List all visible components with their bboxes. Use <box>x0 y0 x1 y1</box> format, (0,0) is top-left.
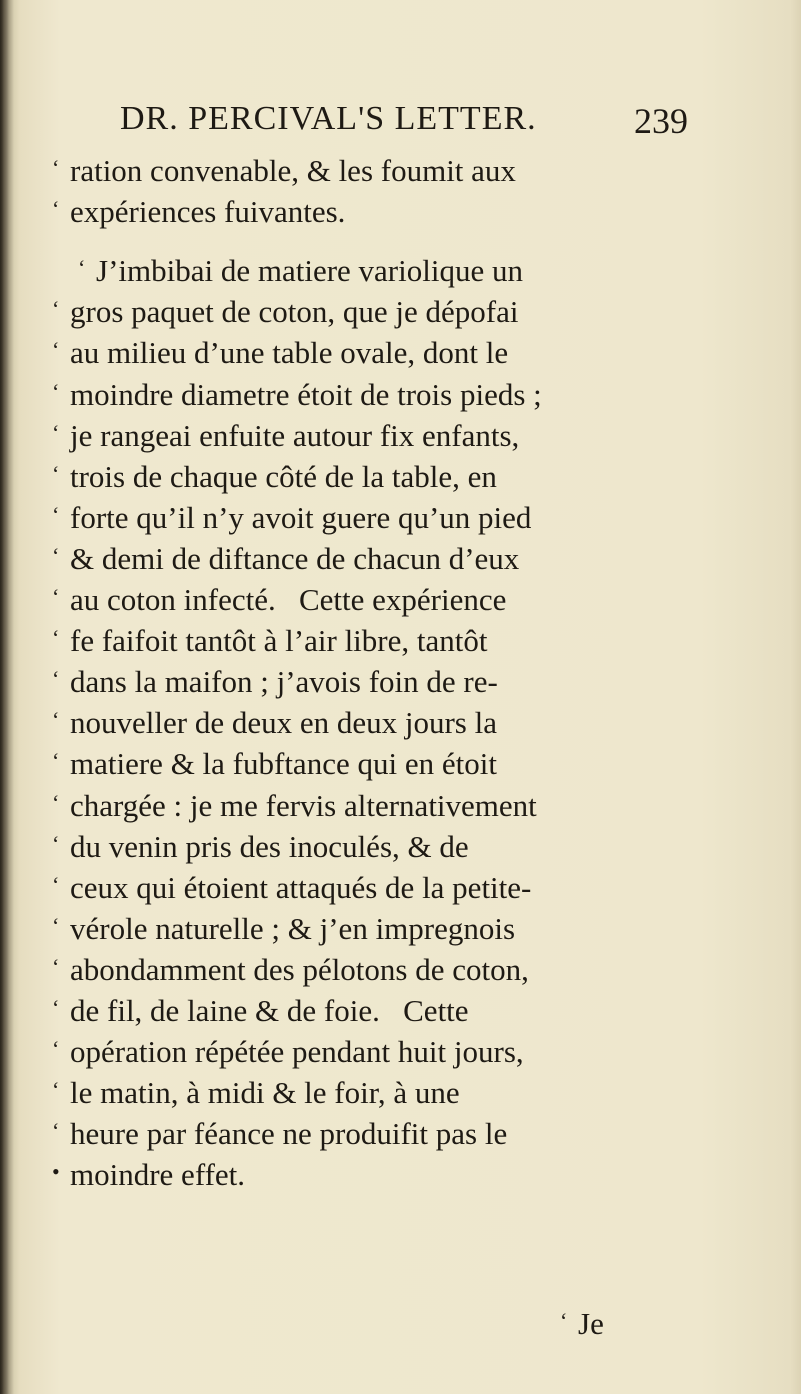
line-text: J’imbibai de matiere variolique un <box>96 253 523 289</box>
text-line <box>78 253 523 293</box>
quote-mark: ‘ <box>52 584 60 609</box>
text-line <box>52 623 487 663</box>
line-text: au coton infecté. Cette expérience <box>70 582 507 617</box>
line-text: vérole naturelle ; & j’en impregnois <box>70 910 516 946</box>
text-line <box>52 705 497 745</box>
page-number: 239 <box>634 101 688 141</box>
text-line <box>52 664 498 704</box>
text-line <box>52 418 519 458</box>
quote-mark: ‘ <box>52 1118 60 1144</box>
quote-mark: ‘ <box>52 830 60 856</box>
line-text: le matin, à midi & le foir, à une <box>70 1075 460 1111</box>
line-text: expériences fuivantes. <box>70 194 346 230</box>
text-line <box>52 993 469 1033</box>
text-line <box>52 746 497 786</box>
line-text: ration convenable, & les foumit aux <box>70 153 516 188</box>
quote-mark: ‘ <box>52 337 60 363</box>
text-line <box>52 153 516 193</box>
quote-mark: ‘ <box>52 378 60 404</box>
line-text: nouveller de deux en deux jours la <box>70 705 497 741</box>
line-text: du venin pris des inoculés, & de <box>70 828 469 864</box>
catchword-text: Je <box>578 1306 604 1341</box>
text-line <box>52 788 537 828</box>
quote-mark: ‘ <box>52 953 60 979</box>
line-text: ceux qui étoient attaqués de la petite- <box>70 869 532 905</box>
text-line <box>52 870 531 910</box>
quote-mark: ‘ <box>52 501 60 527</box>
page-header <box>120 100 688 150</box>
quote-mark: ‘ <box>52 625 60 651</box>
catchword-quote-mark: ‘ <box>560 1308 568 1333</box>
text-line <box>52 1157 245 1197</box>
line-text: opération répétée pendant huit jours, <box>70 1034 524 1070</box>
text-line <box>52 541 519 581</box>
text-line <box>52 582 506 622</box>
quote-mark: ‘ <box>52 871 60 897</box>
text-line <box>52 952 529 992</box>
line-text: je rangeai enfuite autour fix enfants, <box>70 417 520 453</box>
line-text: dans la maifon ; j’avois foin de re- <box>70 664 498 700</box>
quote-mark: ‘ <box>52 196 60 222</box>
line-text: abondamment des pélotons de coton, <box>70 951 529 987</box>
text-line <box>52 829 469 869</box>
quote-mark: ‘ <box>52 912 60 938</box>
text-line <box>52 335 508 375</box>
quote-mark: ‘ <box>52 296 60 322</box>
quote-mark: ‘ <box>52 1036 60 1062</box>
line-text: moindre diametre étoit de trois pieds ; <box>70 376 542 412</box>
quote-mark: ‘ <box>52 460 60 486</box>
quote-mark: • <box>52 1159 60 1185</box>
quote-mark: ‘ <box>52 542 60 568</box>
line-text: gros paquet de coton, que je dépofai <box>70 294 519 330</box>
quote-mark: ‘ <box>78 255 86 281</box>
quote-mark: ‘ <box>52 789 60 815</box>
line-text: & demi de diftance de chacun d’eux <box>70 540 520 576</box>
line-text: de fil, de laine & de foie. Cette <box>70 993 469 1028</box>
line-text: matiere & la fubftance qui en étoit <box>70 746 497 782</box>
text-line <box>52 194 345 234</box>
running-head: DR. PERCIVAL'S LETTER. <box>120 100 537 137</box>
text-line <box>52 377 542 417</box>
text-line <box>52 1034 524 1074</box>
quote-mark: ‘ <box>52 666 60 692</box>
text-line <box>52 911 515 951</box>
page-gutter <box>0 0 14 1394</box>
line-text: fe faifoit tantôt à l’air libre, tantôt <box>70 623 488 659</box>
text-line <box>52 1075 460 1115</box>
quote-mark: ‘ <box>52 707 60 733</box>
line-text: trois de chaque côté de la table, en <box>70 458 497 494</box>
text-line <box>52 1116 507 1156</box>
line-text: heure par féance ne produifit pas le <box>70 1116 508 1152</box>
line-text: au milieu d’une table ovale, dont le <box>70 335 509 371</box>
line-text: forte qu’il n’y avoit guere qu’un pied <box>70 499 532 535</box>
quote-mark: ‘ <box>52 748 60 774</box>
text-line <box>52 459 497 499</box>
quote-mark: ‘ <box>52 995 60 1020</box>
line-text: chargée : je me fervis alternativement <box>70 787 537 823</box>
quote-mark: ‘ <box>52 1077 60 1103</box>
text-line <box>52 294 519 334</box>
text-line <box>52 500 531 540</box>
catchword <box>560 1306 604 1342</box>
quote-mark: ‘ <box>52 419 60 445</box>
quote-mark: ‘ <box>52 155 60 180</box>
line-text: moindre effet. <box>70 1157 246 1193</box>
